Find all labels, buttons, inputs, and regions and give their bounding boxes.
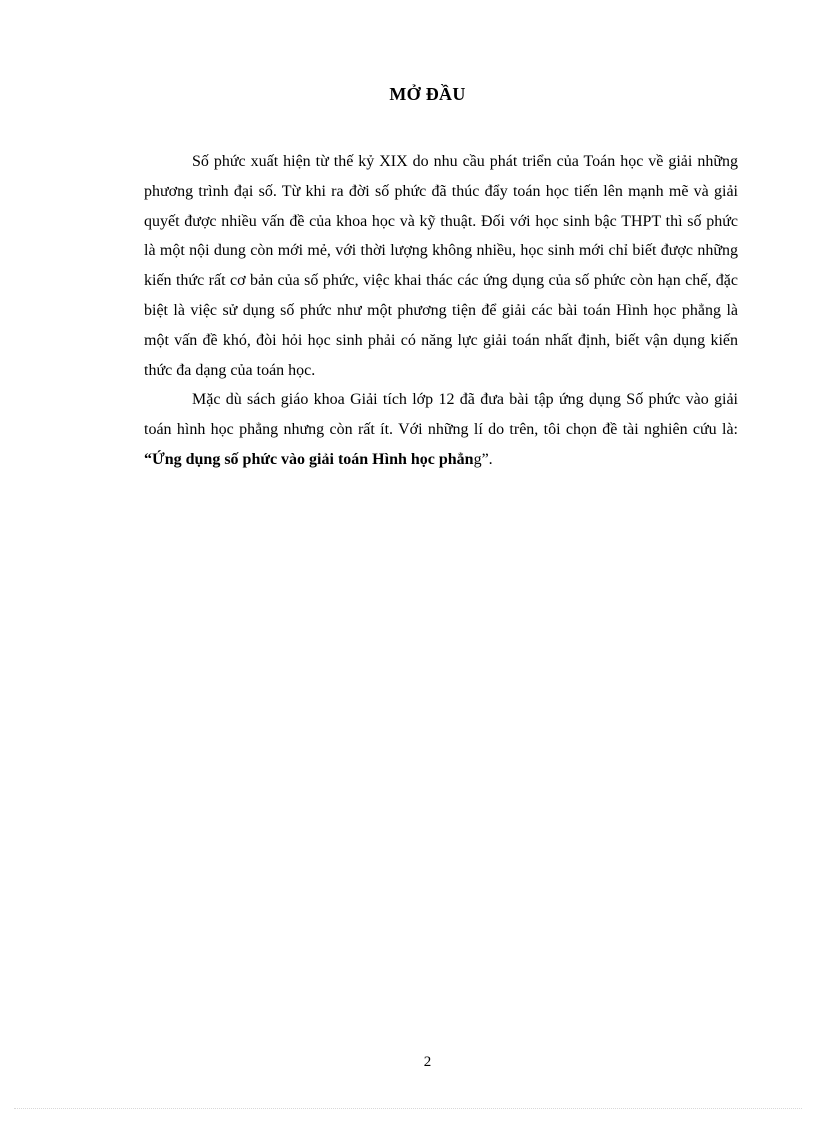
page-number: 2 xyxy=(423,1054,432,1070)
paragraph-research-topic xyxy=(144,385,738,474)
page-footer-divider xyxy=(14,1108,802,1109)
page-title: MỞ ĐẦU xyxy=(389,84,466,104)
research-topic-title: “Ứng dụng số phức vào giải toán Hình học phẳn xyxy=(144,450,474,468)
paragraph-introduction: Số phức xuất hiện từ thế kỷ XIX do nhu cầu phát triển của Toán học về giải những phương trình đại số. Từ khi ra đời số phức đã thúc đẩy toán học tiến lên mạnh mẽ và giải quyết được nhiều vấn đề của khoa học và kỹ thuật. Đối với học sinh bậc THPT thì số phức là một nội dung còn mới mẻ, với thời lượng không nhiều, học sinh mới chỉ biết được những kiến thức rất cơ bản của số phức, việc khai thác các ứng dụng của số phức còn hạn chế, đặc biệt là việc sử dụng số phức như một phương tiện để giải các bài toán Hình học phẳng là một vấn đề khó, đòi hỏi học sinh phải có năng lực giải toán nhất định, biết vận dụng kiến thức đa dạng của toán học. xyxy=(144,153,738,379)
paragraph-research-topic-end: g”. xyxy=(473,450,493,468)
document-body xyxy=(144,147,738,475)
paragraph-research-topic-start: Mặc dù sách giáo khoa Giải tích lớp 12 đã đưa bài tập ứng dụng Số phức vào giải toán hình học phẳng nhưng còn rất ít. Với những lí do trên, tôi chọn đề tài nghiên cứu là: xyxy=(144,391,738,439)
